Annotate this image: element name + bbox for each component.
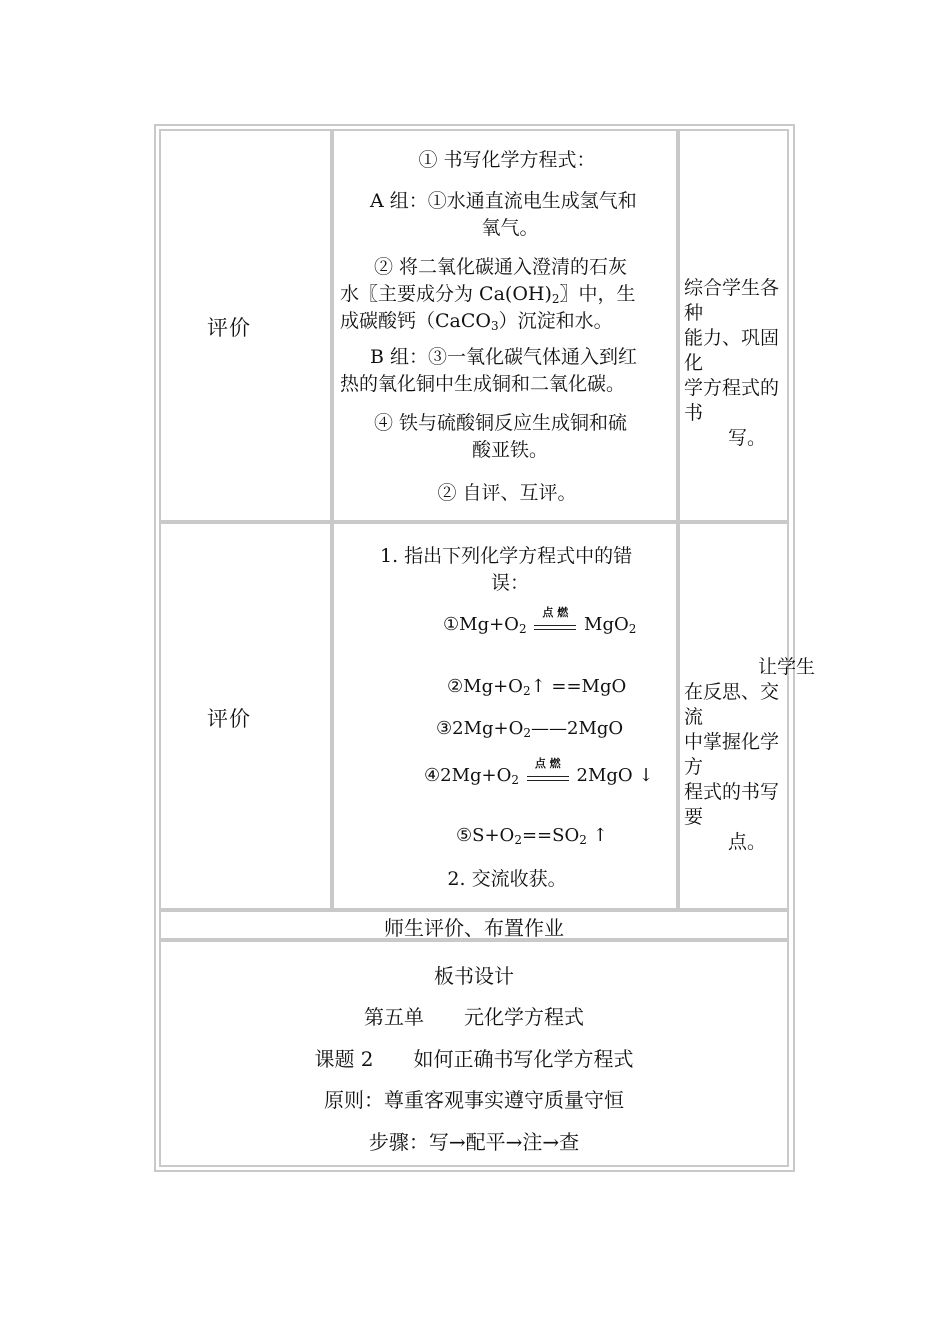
row1-eq4-line1: ④ 铁与硫酸铜反应生成铜和硫 <box>374 412 628 434</box>
equation-4-rhs: 2MgO ↓ <box>576 765 654 786</box>
ignite-condition-sign <box>532 606 578 634</box>
equation-1-lhs: ①Mg+O <box>443 614 519 635</box>
row2-task2: 2. 交流收获。 <box>447 868 567 890</box>
equation-4 <box>424 757 654 787</box>
equation-5-lhs: ⑤S+O <box>456 825 515 846</box>
row2-label: 评价 <box>207 707 251 731</box>
equation-2-lhs-sub: 2 <box>522 684 531 698</box>
row1-eq2 <box>340 254 680 335</box>
row1-step2: ② 自评、互评。 <box>437 482 577 504</box>
row2-side-note <box>684 655 816 855</box>
board-lesson: 课题 2 如何正确书写化学方程式 <box>314 1047 634 1071</box>
equation-1 <box>443 606 637 636</box>
row1-side-line: 写。 <box>728 427 767 449</box>
row2-task1 <box>340 543 680 597</box>
ignite-condition-sign <box>525 757 571 785</box>
row1-eq2-line3-sub: 3 <box>490 319 499 333</box>
row1-side-line: 能力、巩固化 <box>684 327 780 374</box>
row1-side-note <box>684 276 792 451</box>
row2-task1-line1: 1. 指出下列化学方程式中的错 <box>380 545 633 567</box>
row2-task1-line2: 误： <box>490 572 529 594</box>
equation-2-lhs: ②Mg+O <box>447 676 523 697</box>
row1-eq2-line2-sub: 2 <box>551 292 560 306</box>
row1-groupA <box>340 188 680 242</box>
equation-5-arrow: ↑ <box>586 825 608 846</box>
row1-step1: ① 书写化学方程式： <box>418 149 596 171</box>
board-principle: 原则：尊重客观事实遵守质量守恒 <box>324 1088 624 1112</box>
equation-3-lhs-sub: 2 <box>523 726 532 740</box>
row1-eq4-line2: 酸亚铁。 <box>471 439 548 461</box>
row1-eq2-line2 <box>340 281 680 308</box>
equation-4-lhs: ④2Mg+O <box>424 765 512 786</box>
row1-groupB <box>340 344 680 398</box>
board-steps: 步骤：写→配平→注→查 <box>368 1130 580 1154</box>
row1-eq4 <box>340 410 680 464</box>
board-unit: 第五单 元化学方程式 <box>364 1005 584 1029</box>
equation-4-lhs-sub: 2 <box>511 773 520 787</box>
row1-groupA-line2: 氧气。 <box>481 217 539 239</box>
board-title: 板书设计 <box>434 964 514 988</box>
equation-1-lhs-sub: 2 <box>518 622 527 636</box>
row1-eq2-line2a: 水〖主要成分为 Ca(OH) <box>340 283 552 305</box>
row1-groupA-line1: A 组：①水通直流电生成氢气和 <box>370 190 637 212</box>
equation-1-rhs-sub: 2 <box>628 622 637 636</box>
row3-title: 师生评价、布置作业 <box>384 916 564 940</box>
row2-side-line: 在反思、交流 <box>684 681 780 728</box>
equation-3 <box>436 718 623 739</box>
row1-groupB-line2: 热的氧化铜中生成铜和二氧化碳。 <box>340 373 626 395</box>
equation-5-rhs-sub: 2 <box>579 833 587 847</box>
row1-eq2-line3b: ）沉淀和水。 <box>498 310 613 332</box>
equation-2-rhs: ↑ ==MgO <box>530 676 627 697</box>
equation-3-rhs: ——2MgO <box>531 718 624 739</box>
row1-eq2-line1: ② 将二氧化碳通入澄清的石灰 <box>374 256 628 278</box>
row1-side-line: 综合学生各种 <box>684 277 780 324</box>
row2-side-line: 点。 <box>728 831 767 853</box>
equation-5-rhs: ==SO <box>521 825 580 846</box>
row1-label: 评价 <box>207 316 251 340</box>
row1-side-line: 学方程式的书 <box>684 377 780 424</box>
row1-eq2-line3a: 成碳酸钙（CaCO <box>340 310 491 332</box>
row1-groupB-line1: B 组：③一氧化碳气体通入到红 <box>370 346 638 368</box>
row1-eq2-line2b: 〗中，生 <box>559 283 636 305</box>
equation-2 <box>447 676 626 697</box>
equation-1-rhs: MgO <box>584 614 629 635</box>
row2-side-line: 让学生 <box>758 656 816 678</box>
row1-eq2-line3 <box>340 308 680 335</box>
row2-side-line: 中掌握化学方 <box>684 731 780 778</box>
ignite-condition-label: 点 燃 <box>534 757 561 770</box>
equation-3-lhs: ③2Mg+O <box>436 718 524 739</box>
equation-5-lhs-sub: 2 <box>514 833 522 847</box>
row2-side-line: 程式的书写要 <box>684 781 780 828</box>
ignite-condition-label: 点 燃 <box>542 606 569 619</box>
equation-5 <box>456 825 608 846</box>
